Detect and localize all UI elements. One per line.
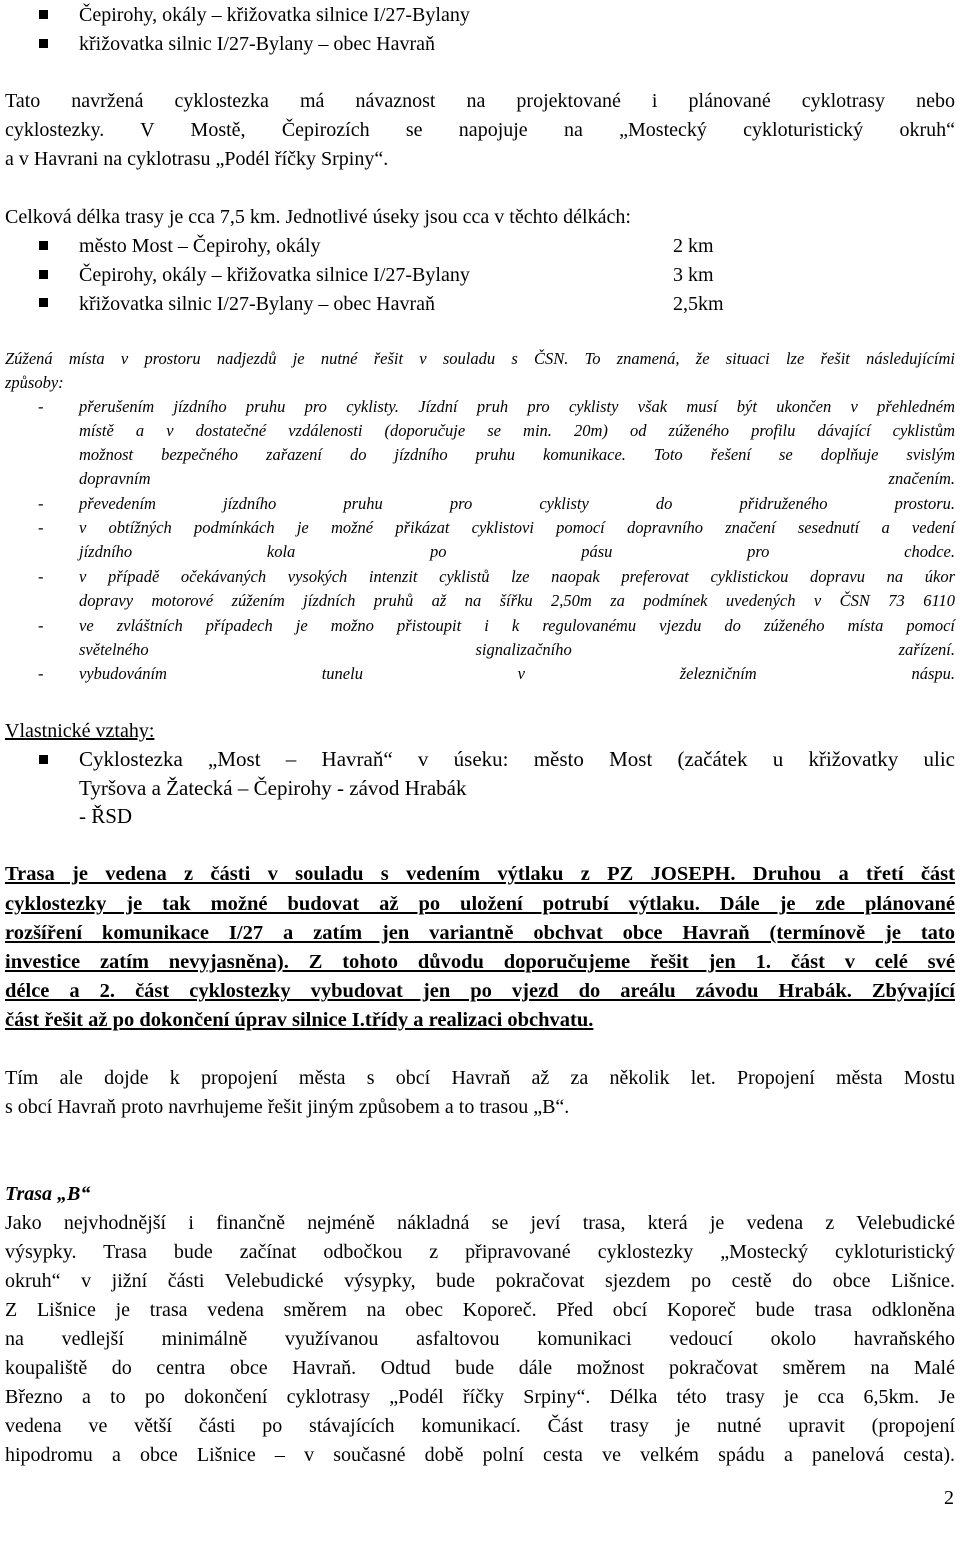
option-line: ve zvláštních případech je možno přistoupit i k regulovanému vjezdu do zúženého místa pomocí (79, 616, 955, 635)
option-line: místě a v dostatečné vzdálenosti (doporučuje se min. 20m) od zúženého profilu dávající cyklistům (79, 421, 955, 440)
warning-line: investice zatím nevyjasněna). Z tohoto důvodu doporučujeme řešit jen 1. část v celé své (5, 951, 955, 973)
dash-marker: - (38, 397, 44, 416)
option-line: možnost bezpečného zařazení do jízdního pruhu komunikace. Toto řešení se doplňuje svislým (79, 445, 955, 464)
bullet-icon (39, 39, 48, 48)
ownership-heading: Vlastnické vztahy: (5, 720, 155, 742)
route-b-line: Z Lišnice je trasa vedena směrem na obec Koporeč. Před obcí Koporeč bude trasa odkloněna (5, 1299, 955, 1321)
connection-line: Tím ale dojde k propojení města s obcí Havraň až za několik let. Propojení města Mostu (5, 1067, 955, 1089)
option-line: v případě očekávaných vysokých intenzit cyklistů lze naopak preferovat cyklistickou dopravu na úkor (79, 567, 955, 586)
warning-line: délce a 2. část cyklostezky vybudovat jen po vjezd do areálu závodu Hrabák. Zbývající (5, 980, 955, 1002)
warning-line: cyklostezky je tak možné budovat až po uložení potrubí výtlaku. Dále je zde plánované (5, 893, 955, 915)
route-b-line: Březno a to po dokončení cyklotrasy „Podél říčky Srpiny“. Délka této trasy je cca 6,5km. Je (5, 1386, 955, 1408)
warning-line: rozšíření komunikace I/27 a zatím jen variantně obchvat obce Havraň (termínově je tato (5, 922, 955, 944)
segment-name: Čepirohy, okály – křižovatka silnice I/27-Bylany (79, 264, 470, 286)
route-b-line: vedena ve větší části po stávajících komunikací. Část trasy je nutné upravit (propojení (5, 1415, 955, 1437)
bullet-icon (39, 270, 48, 279)
top-list-item: Čepirohy, okály – křižovatka silnice I/27-Bylany (79, 4, 470, 26)
option-line: vybudováním tunelu v železničním náspu. (79, 664, 955, 683)
option-line: v obtížných podmínkách je možné přikázat cyklistovi pomocí dopravního značení sesednutí a vedení (79, 518, 955, 537)
route-b-line: Jako nejvhodnější i finančně nejméně nákladná se jeví trasa, která je vedena z Velebudické (5, 1212, 955, 1234)
narrowing-line: způsoby: (5, 373, 64, 392)
intro-line: Tato navržená cyklostezka má návaznost na projektované i plánované cyklotrasy nebo (5, 90, 955, 112)
top-list-item: křižovatka silnic I/27-Bylany – obec Havraň (79, 33, 435, 55)
connection-line: s obcí Havraň proto navrhujeme řešit jiným způsobem a to trasou „B“. (5, 1096, 570, 1118)
bullet-icon (39, 10, 48, 19)
warning-line: část řešit až po dokončení úprav silnice I.třídy a realizaci obchvatu. (5, 1009, 594, 1031)
option-line: převedením jízdního pruhu pro cyklisty do přidruženého prostoru. (79, 494, 955, 513)
segment-length: 2 km (673, 235, 714, 257)
ownership-line: Tyršova a Žatecká – Čepirohy - závod Hrabák (79, 776, 467, 800)
dash-marker: - (38, 664, 44, 683)
route-b-line: koupaliště do centra obce Havraň. Odtud bude dále možnost pokračovat směrem na Malé (5, 1357, 955, 1379)
route-b-heading: Trasa „B“ (5, 1183, 91, 1205)
segment-length: 3 km (673, 264, 714, 286)
bullet-icon (39, 298, 48, 307)
intro-line: a v Havrani na cyklotrasu „Podél říčky Srpiny“. (5, 148, 389, 170)
option-line: jízdního kola po pásu pro chodce. (79, 542, 955, 561)
bullet-icon (39, 241, 48, 250)
narrowing-line: Zúžená místa v prostoru nadjezdů je nutné řešit v souladu s ČSN. To znamená, že situaci lze řešit následujícími (5, 349, 955, 368)
option-line: přerušením jízdního pruhu pro cyklisty. Jízdní pruh pro cyklisty však musí být ukončen v přehledném (79, 397, 955, 416)
segment-name: město Most – Čepirohy, okály (79, 235, 321, 257)
route-b-line: hipodromu a obce Lišnice – v současné době polní cesta ve velkém spádu a panelová cesta). (5, 1444, 955, 1466)
segment-length: 2,5km (673, 293, 724, 315)
dash-marker: - (38, 616, 44, 635)
option-line: světelného signalizačního zařízení. (79, 640, 955, 659)
segment-name: křižovatka silnic I/27-Bylany – obec Havraň (79, 293, 435, 315)
warning-line: Trasa je vedena z části v souladu s vedením výtlaku z PZ JOSEPH. Druhou a třetí část (5, 863, 955, 885)
page-number: 2 (944, 1487, 954, 1509)
length-line: Celková délka trasy je cca 7,5 km. Jednotlivé úseky jsou cca v těchto délkách: (5, 206, 631, 228)
dash-marker: - (38, 494, 44, 513)
dash-marker: - (38, 567, 44, 586)
dash-marker: - (38, 518, 44, 537)
intro-line: cyklostezky. V Mostě, Čepirozích se napojuje na „Mostecký cykloturistický okruh“ (5, 119, 955, 141)
ownership-line: Cyklostezka „Most – Havraň“ v úseku: město Most (začátek u křižovatky ulic (79, 747, 955, 771)
bullet-icon (39, 755, 48, 764)
option-line: dopravy motorové zúžením jízdních pruhů až na šířku 2,50m za podmínek uvedených v ČSN 73 6110 (79, 591, 955, 610)
ownership-line: - ŘSD (79, 804, 133, 828)
route-b-line: výsypky. Trasa bude začínat odbočkou z připravované cyklostezky „Mostecký cykloturistický (5, 1241, 955, 1263)
route-b-line: na vedlejší minimálně využívanou asfaltovou komunikaci vedoucí okolo havraňského (5, 1328, 955, 1350)
route-b-line: okruh“ v jižní části Velebudické výsypky, bude pokračovat sjezdem po cestě do obce Lišnice. (5, 1270, 955, 1292)
option-line: dopravním značením. (79, 469, 955, 488)
